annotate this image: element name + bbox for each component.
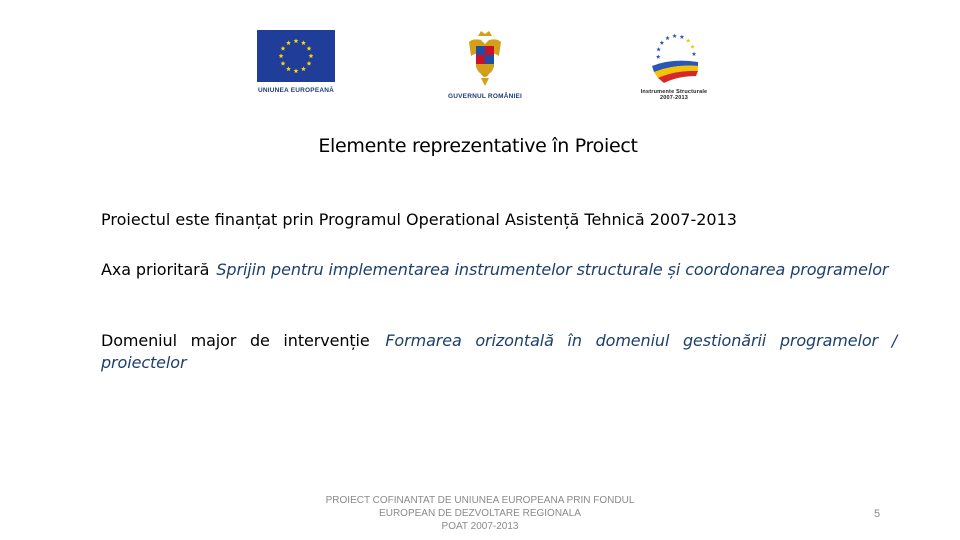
structural-instruments-icon bbox=[644, 28, 704, 84]
structural-star bbox=[656, 54, 661, 58]
priority-axis-paragraph bbox=[101, 259, 897, 281]
structural-instruments-caption bbox=[641, 89, 708, 101]
intervention-domain-paragraph bbox=[101, 330, 897, 374]
structural-instruments-caption-line2: 2007-2013 bbox=[659, 95, 689, 101]
structural-star bbox=[692, 52, 697, 56]
priority-axis-label: Axa prioritară bbox=[101, 260, 210, 279]
structural-star bbox=[656, 47, 661, 51]
structural-star bbox=[672, 34, 677, 38]
footer-line-3: POAT 2007-2013 bbox=[441, 521, 519, 532]
intervention-domain-label: Domeniul major de intervenție bbox=[101, 331, 370, 350]
structural-star bbox=[690, 44, 695, 48]
footer-line-1: PROIECT COFINANTAT DE UNIUNEA EUROPEANA PRIN FONDUL bbox=[325, 495, 635, 506]
footer-line-2: EUROPEAN DE DEZVOLTARE REGIONALA bbox=[379, 508, 581, 519]
structural-instruments-caption-line1: Instrumente Structurale bbox=[640, 89, 708, 95]
romania-coat-of-arms-icon bbox=[463, 30, 507, 88]
government-logo-caption: GUVERNUL ROMÂNIEI bbox=[447, 93, 523, 100]
structural-star bbox=[680, 35, 685, 39]
eu-logo-caption: UNIUNEA EUROPEANĂ bbox=[257, 87, 335, 94]
government-logo bbox=[440, 30, 530, 100]
priority-axis-value: Sprijin pentru implementarea instrumentelor structurale și coordonarea programelor bbox=[216, 260, 889, 279]
slide-title: Elemente reprezentative în Proiect bbox=[318, 135, 638, 157]
structural-instruments-logo bbox=[634, 28, 714, 101]
structural-star bbox=[665, 36, 670, 40]
intervention-domain-value: Formarea orizontală în domeniul gestionării programelor / proiectelor bbox=[101, 331, 897, 372]
funding-text: Proiectul este finanțat prin Programul Operational Asistență Tehnică 2007-2013 bbox=[101, 210, 737, 229]
eu-flag-icon bbox=[257, 30, 335, 82]
page-number: 5 bbox=[874, 508, 881, 520]
structural-star bbox=[686, 38, 691, 42]
footer-note bbox=[310, 494, 650, 533]
eu-logo bbox=[257, 30, 335, 94]
funding-paragraph bbox=[101, 209, 897, 231]
structural-star bbox=[660, 40, 665, 44]
